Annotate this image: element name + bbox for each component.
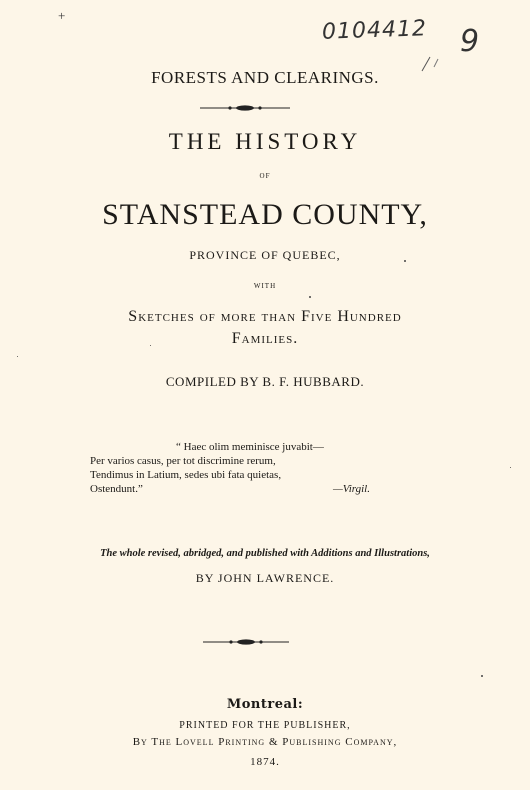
sketches-line1: Sketches of more than Five Hundred	[128, 308, 402, 325]
revised-by: BY JOHN LAWRENCE.	[195, 571, 335, 585]
imprint-city: Montreal:	[226, 697, 304, 712]
compiled-by: COMPILED BY B. F. HUBBARD.	[165, 374, 365, 389]
epigraph-line1: “ Haec olim meminisce juvabit—	[176, 441, 324, 453]
paper-speck	[17, 356, 18, 357]
handwritten-catalog-number: 0104412	[321, 16, 428, 45]
title-of: OF	[259, 172, 271, 180]
epigraph-line2: Per varios casus, per tot discrimine rerum,	[90, 455, 276, 467]
with-line: WITH	[253, 282, 277, 290]
paper-speck	[404, 260, 406, 262]
printer-line: By The Lovell Printing & Publishing Company,	[132, 736, 398, 748]
latin-epigraph	[90, 440, 370, 496]
epigraph-attribution: —Virgil.	[333, 483, 370, 495]
revision-note: The whole revised, abridged, and published with Additions and Illustrations,	[100, 548, 430, 559]
epigraph-line4: Ostendunt.”	[90, 483, 143, 495]
sketches-line2: Families.	[231, 330, 299, 347]
printed-for: PRINTED FOR THE PUBLISHER,	[179, 720, 351, 731]
ornamental-rule-top	[200, 104, 290, 112]
epigraph-last-row	[90, 482, 370, 496]
epigraph-line3: Tendimus in Latium, sedes ubi fata quietas,	[90, 469, 282, 481]
paper-speck	[510, 467, 511, 468]
paper-speck	[481, 675, 483, 677]
main-title-line2: STANSTEAD COUNTY,	[102, 198, 428, 231]
corner-plus-mark: +	[58, 8, 66, 23]
ornamental-rule-bottom	[203, 638, 289, 646]
main-title-line1: THE HISTORY	[168, 129, 362, 154]
province-line: PROVINCE OF QUEBEC,	[189, 248, 341, 262]
publication-year: 1874.	[250, 756, 280, 768]
handwritten-mark: 9	[460, 24, 480, 59]
paper-speck	[150, 345, 151, 346]
paper-speck	[309, 296, 311, 298]
series-title: FORESTS AND CLEARINGS.	[151, 68, 379, 87]
